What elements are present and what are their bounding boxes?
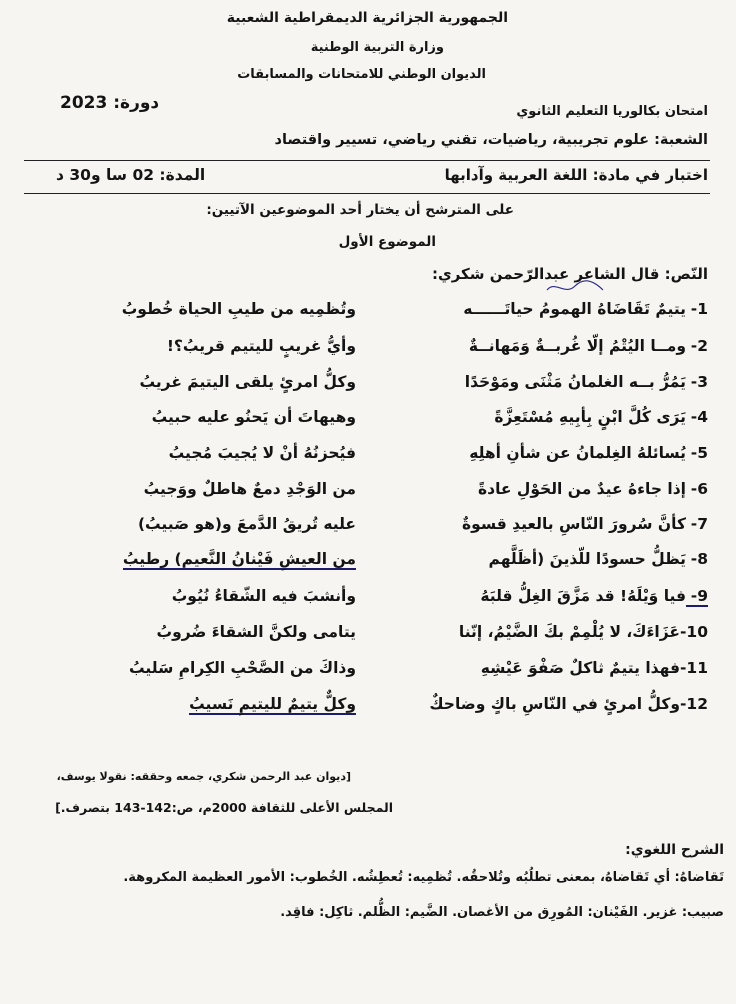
verse-3-second: وكلُّ امرئٍ يلقى اليتيمَ غريبُ	[139, 373, 356, 391]
divider-bottom	[24, 193, 710, 194]
verse-4-first: 4-يَرَى كُلَّ ابْنٍ بِأبِيهِ مُسْتَعِزَّةً	[494, 408, 708, 426]
text-intro: النّص: قال الشاعر عبدالرّحمن شكري:	[431, 265, 708, 283]
verse-5-second: فيُحزنُهُ أنْ لا يُجيبَ مُجيبُ	[168, 444, 356, 462]
verse-1-first: 1-يتيمٌ تَقَاضَاهُ الهمومُ حياتَــــــه	[463, 300, 708, 318]
verse-5-first: 5-يُسائلهُ الغِلمانُ عن شأنِ أهلِهِ	[469, 444, 708, 462]
verse-12-first: 12-وكلُّ امرئٍ في النّاسِ باكٍ وضاحكٌ	[429, 695, 708, 713]
header-republic: الجمهورية الجزائرية الديمقراطية الشعبية	[226, 10, 508, 26]
verse-8-first: 8-يَظلُّ حسودًا للّذينَ (أظَلَّهم	[488, 550, 708, 568]
verse-11-second: وذاكَ من الصَّحْبِ الكِرامِ سَليبُ	[129, 659, 356, 677]
source-line-1: [ديوان عبد الرحمن شكري، جمعه وحققه: نقولا يوسف،	[56, 770, 351, 783]
verse-12-second: وكلٌّ يتيمٌ لليتيمِ نَسيبُ	[189, 695, 356, 713]
verse-10-first: 10-عَزَاءَكَ، لا يُلْمِمْ بكَ الضَّيْمُ، إنّنا	[458, 623, 708, 641]
verse-9-first: 9-فيا وَيْلَهُ! قد مَزَّقَ الغِلُّ قلبَهُ	[480, 587, 708, 605]
exam-duration: المدة: 02 سا و30 د	[56, 166, 206, 184]
header-office: الديوان الوطني للامتحانات والمسابقات	[237, 67, 486, 82]
glossary-line-2: صبيب: غزير. الفَيْنان: المُورِق من الأغصان. الضَّيم: الظُّلم. ثاكِل: فاقِد.	[280, 905, 724, 920]
glossary-title: الشرح اللغوي:	[625, 842, 724, 858]
verse-8-second: من العيشِ فَيْنانُ النَّعيم) رطيبُ	[122, 550, 356, 568]
verse-9-second: وأنشبَ فيه الشّقاءُ نُيُوبُ	[171, 587, 356, 605]
exam-streams: الشعبة: علوم تجريبية، رياضيات، تقني رياضي، تسيير واقتصاد	[274, 132, 708, 148]
verse-7-second: عليه تُريقُ الدَّمعَ و(هو صَبيبُ)	[137, 515, 356, 533]
verse-11-first: 11-فهذا يتيمٌ ثاكلٌ صَفْوَ عَيْشِهِ	[480, 659, 708, 677]
header-ministry: وزارة التربية الوطنية	[310, 40, 444, 55]
verse-2-first: 2-ومــا اليُتْمُ إلّا غُربــةٌ وَمَهانــةٌ	[468, 337, 708, 355]
instruction-choose: على المترشح أن يختار أحد الموضوعين الآتيين:	[206, 202, 514, 218]
exam-subject: اختبار في مادة: اللغة العربية وآدابها	[444, 166, 708, 184]
source-line-2: المجلس الأعلى للثقافة 2000م، ص:142-143 بتصرف.]	[55, 800, 393, 815]
verse-6-first: 6-إذا جاءهُ عيدٌ من الحَوْلِ عادةً	[477, 480, 708, 498]
verse-4-second: وهيهاتَ أن يَحنُو عليه حبيبُ	[151, 408, 356, 426]
exam-title: امتحان بكالوريا التعليم الثانوي	[516, 104, 708, 119]
verse-2-second: وأيُّ غريبٍ لليتيم قريبُ؟!	[166, 337, 356, 355]
topic-title: الموضوع الأول	[338, 234, 436, 250]
verse-3-first: 3-يَمُرُّ بــه الغلمانُ مَثْنَى ومَوْحَدًا	[464, 373, 708, 391]
scribble-mark	[545, 278, 605, 298]
verse-7-first: 7-كأنَّ سُرورَ النّاسِ بالعيدِ قسوةٌ	[461, 515, 708, 533]
verse-6-second: من الوَجْدِ دمعٌ هاطلٌ ووَجيبُ	[143, 480, 356, 498]
glossary-line-1: تَقاضاهُ: أي تَقاضاهُ، بمعنى تطلُبُه وتُلاحقُه. تُظمِيه: تُعطِشُه. الخُطوب: الأمور العظيمة المكروهة.	[123, 870, 724, 885]
verse-10-second: يتامى ولكنَّ الشقاءَ ضُروبُ	[156, 623, 356, 641]
divider-top	[24, 160, 710, 161]
exam-session: دورة: 2023	[60, 93, 160, 113]
verse-1-second: وتُظمِيه من طيبِ الحياة خُطوبُ	[121, 300, 356, 318]
